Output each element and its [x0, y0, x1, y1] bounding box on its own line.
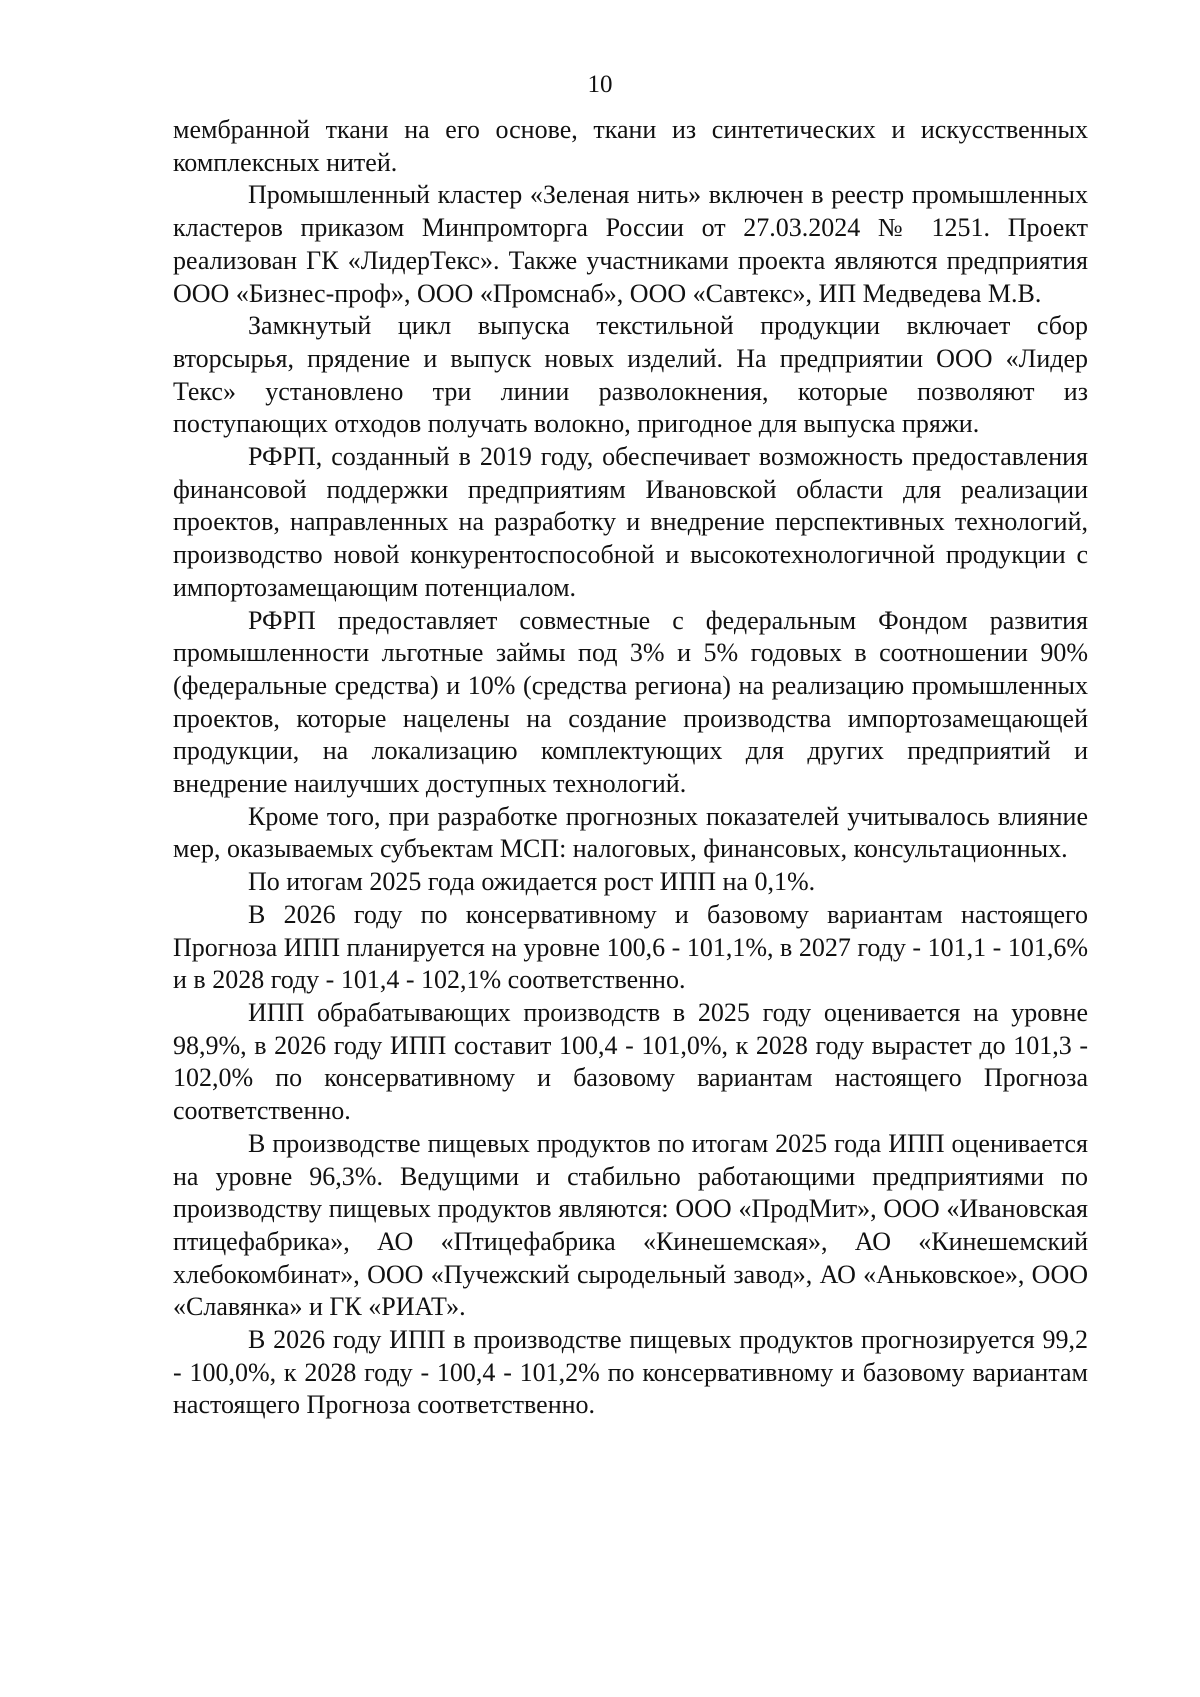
- paragraph-food-forecast: В 2026 году ИПП в производстве пищевых продуктов прогнозируется 99,2 - 100,0%, к 2028 году - 100,4 - 101,2% по консервативному и базовому вариантам настоящего Прогноза соответственно.: [173, 1325, 1088, 1420]
- page-number: 10: [587, 71, 613, 98]
- document-body: [173, 114, 1088, 1422]
- paragraph-rfrp-created: РФРП, созданный в 2019 году, обеспечивает возможность предоставления финансовой поддержки предприятиям Ивановской области для реализации проектов, направленных на разработку и внедрение перспективных технологий, производство новой конкурентоспособной и высокотехнологичной продукции с импортозамещающим потенциалом.: [173, 442, 1088, 602]
- paragraph-ipp-2025: По итогам 2025 года ожидается рост ИПП на 0,1%.: [248, 867, 816, 897]
- paragraph-cluster-green-thread: Промышленный кластер «Зеленая нить» включен в реестр промышленных кластеров приказом Минпромторга России от 27.03.2024 № 1251. Проект реализован ГК «ЛидерТекс». Также участниками проекта являются предприятия ООО «Бизнес-проф», ООО «Промснаб», ООО «Савтекс», ИП Медведева М.В.: [173, 180, 1088, 308]
- paragraph-manufacturing-ipp: ИПП обрабатывающих производств в 2025 году оценивается на уровне 98,9%, в 2026 году ИПП составит 100,4 - 101,0%, к 2028 году вырастет до 101,3 - 102,0% по консервативному и базовому вариантам настоящего Прогноза соответственно.: [173, 997, 1088, 1126]
- paragraph-continuation: мембранной ткани на его основе, ткани из синтетических и искусственных комплексных нитей.: [173, 115, 1088, 177]
- paragraph-msp-support: Кроме того, при разработке прогнозных показателей учитывалось влияние мер, оказываемых субъектам МСП: налоговых, финансовых, консультационных.: [173, 801, 1088, 864]
- paragraph-food-production: В производстве пищевых продуктов по итогам 2025 года ИПП оценивается на уровне 96,3%. Ведущими и стабильно работающими предприятиями по производству пищевых продуктов являются: ООО «ПродМит», ООО «Ивановская птицефабрика», АО «Птицефабрика «Кинешемская», АО «Кинешемский хлебокомбинат», ООО «Пучежский сыродельный завод», АО «Аньковское», ООО «Славянка» и ГК «РИАТ».: [173, 1128, 1088, 1322]
- paragraph-rfrp-loans: РФРП предоставляет совместные с федеральным Фондом развития промышленности льготные займы под 3% и 5% годовых в соотношении 90% (федеральные средства) и 10% (средства региона) на реализацию промышленных проектов, которые нацелены на создание производства импортозамещающей продукции, на локализацию комплектующих для других предприятий и внедрение наилучших доступных технологий.: [173, 605, 1088, 799]
- paragraph-closed-cycle: Замкнутый цикл выпуска текстильной продукции включает сбор вторсырья, прядение и выпуск новых изделий. На предприятии ООО «Лидер Текс» установлено три линии разволокнения, которые позволяют из поступающих отходов получать волокно, пригодное для выпуска пряжи.: [173, 311, 1088, 439]
- paragraph-ipp-forecast: В 2026 году по консервативному и базовому вариантам настоящего Прогноза ИПП планируется на уровне 100,6 - 101,1%, в 2027 году - 101,1 - 101,6% и в 2028 году - 101,4 - 102,1% соответственно.: [173, 899, 1088, 995]
